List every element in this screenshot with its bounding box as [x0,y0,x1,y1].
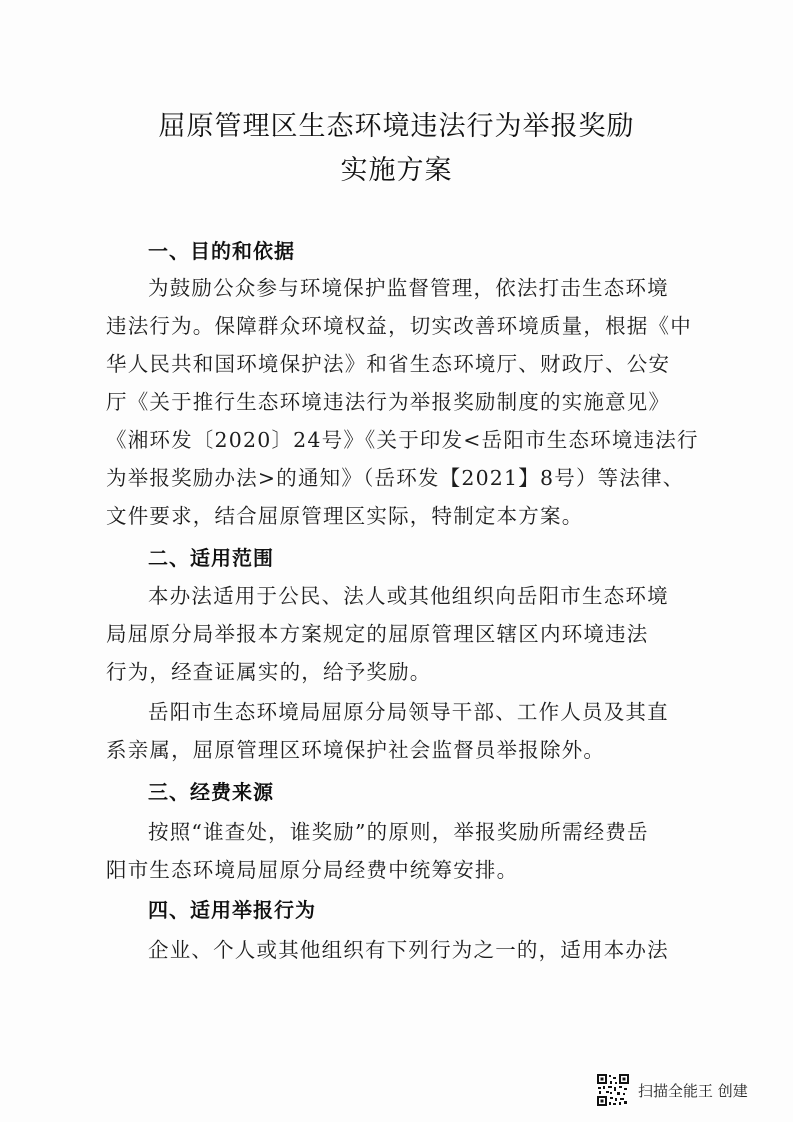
section-heading-4: 四、适用举报行为 [148,898,316,922]
paragraph-line: 为举报奖励办法>的通知》（岳环发【2021】8号）等法律、 [106,466,685,490]
paragraph-line: 华人民共和国环境保护法》和省生态环境厅、财政厅、公安 [106,352,671,376]
document-title-line1: 屈原管理区生态环境违法行为举报奖励 [158,111,635,142]
paragraph-line: 违法行为。保障群众环境权益，切实改善环境质量，根据《中 [106,314,692,338]
paragraph-line: 企业、个人或其他组织有下列行为之一的，适用本办法 [148,938,669,962]
document-title-line2: 实施方案 [340,155,453,186]
section-heading-2: 二、适用范围 [148,546,274,570]
paragraph-line: 阳市生态环境局屈原分局经费中统筹安排。 [106,858,519,882]
paragraph-line: 为鼓励公众参与环境保护监督管理，依法打击生态环境 [148,276,669,300]
paragraph-line: 行为，经查证属实的，给予奖励。 [106,660,432,684]
scanner-watermark [596,1070,748,1110]
paragraph-line: 文件要求，结合屈原管理区实际，特制定本方案。 [106,504,584,528]
paragraph-line: 本办法适用于公民、法人或其他组织向岳阳市生态环境 [148,584,669,608]
paragraph-line: 局屈原分局举报本方案规定的屈原管理区辖区内环境违法 [106,622,649,646]
section-heading-1: 一、目的和依据 [148,239,295,263]
section-heading-3: 三、经费来源 [148,780,274,804]
watermark-text: 扫描全能王 创建 [638,1081,748,1100]
qr-code-icon [596,1073,630,1107]
paragraph-line: 按照“谁查处，谁奖励”的原则，举报奖励所需经费岳 [148,820,649,844]
paragraph-line: 岳阳市生态环境局屈原分局领导干部、工作人员及其直 [148,700,669,724]
paragraph-line: 厅《关于推行生态环境违法行为举报奖励制度的实施意见》 [106,390,671,414]
paragraph-line: 《湘环发〔2020〕24号》《关于印发<岳阳市生态环境违法行 [106,428,699,452]
paragraph-line: 系亲属，屈原管理区环境保护社会监督员举报除外。 [106,738,606,762]
